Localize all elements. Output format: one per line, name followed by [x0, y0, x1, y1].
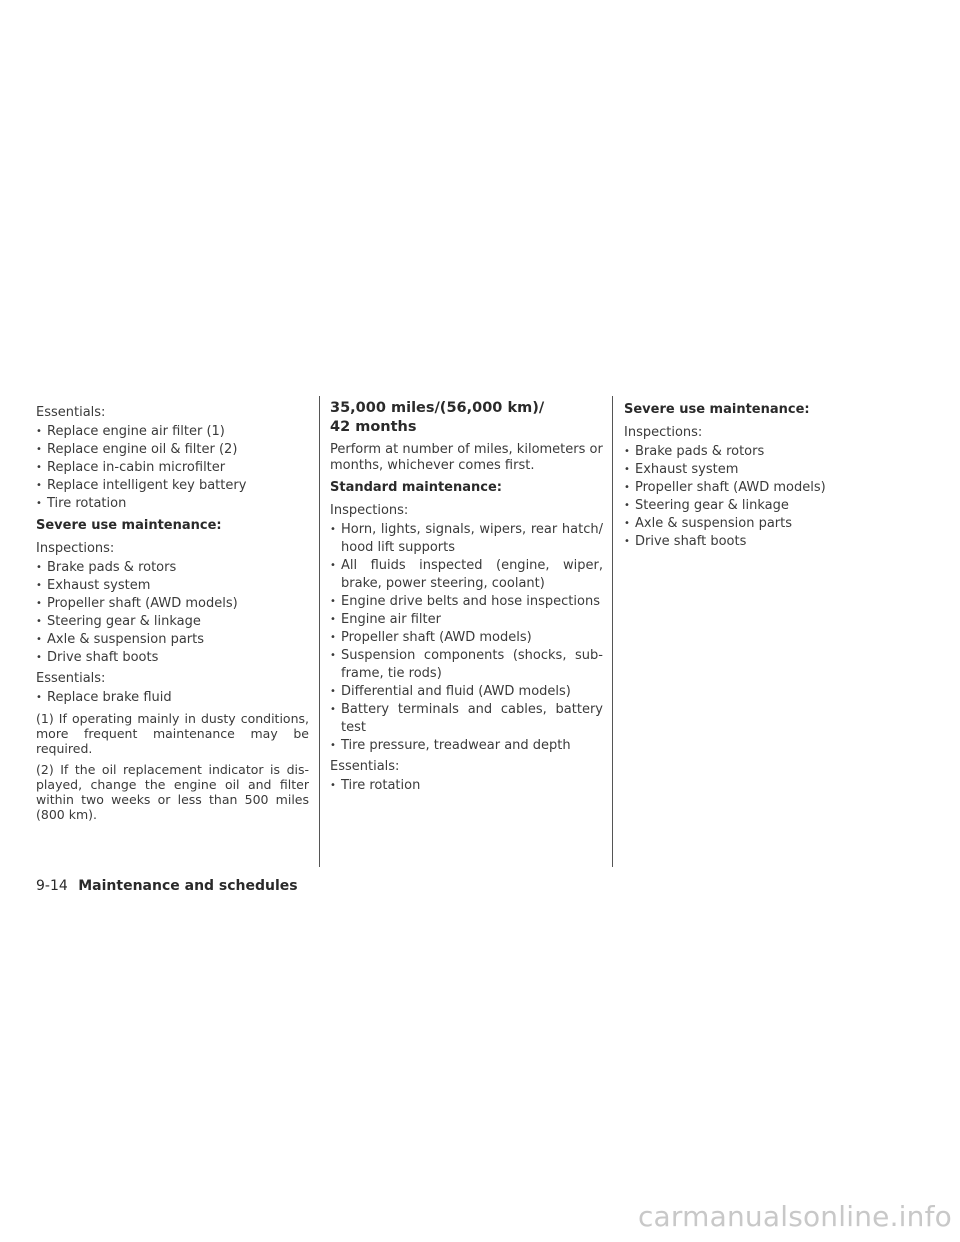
list-item: • Replace brake fluid [36, 689, 309, 707]
essentials-list [36, 423, 309, 513]
list-item: • Brake pads & rotors [36, 559, 309, 577]
list-item: • Tire rotation [330, 777, 603, 795]
column-3 [624, 401, 897, 553]
list-item: • Axle & suspension parts [624, 515, 897, 533]
page-footer [36, 877, 298, 895]
list-item: • Engine drive belts and hose inspections [330, 593, 603, 611]
inspections-list [330, 521, 603, 755]
footnote-1: (1) If operating mainly in dusty conditions, more frequent maintenance may be required. [36, 711, 309, 756]
list-item: • Horn, lights, signals, wipers, rear hatch/ hood lift supports [330, 521, 603, 557]
inspections-label: Inspections: [624, 425, 703, 440]
list-item: • All fluids inspected (engine, wiper, brake, power steering, coolant) [330, 557, 603, 593]
page-number: 9-14 [36, 878, 68, 894]
column-divider-1 [319, 396, 320, 867]
footnote-2: (2) If the oil replacement indicator is dis-played, change the engine oil and filter within two weeks or less than 500 miles (800 km). [36, 762, 309, 822]
inspections-list [624, 443, 897, 551]
column-divider-2 [612, 396, 613, 867]
essentials-label: Essentials: [36, 405, 106, 420]
list-item: • Propeller shaft (AWD models) [624, 479, 897, 497]
section-title-line-1: 35,000 miles/(56,000 km)/ [330, 400, 545, 416]
inspections-label: Inspections: [36, 541, 115, 556]
section-title-line-2: 42 months [330, 419, 417, 435]
standard-maintenance-heading: Standard maintenance: [330, 480, 502, 495]
section-intro: Perform at number of miles, kilometers or months, whichever comes first. [330, 442, 603, 473]
essentials-label: Essentials: [330, 759, 400, 774]
list-item: • Replace engine air filter (1) [36, 423, 309, 441]
inspections-list [36, 559, 309, 667]
list-item: • Replace engine oil & filter (2) [36, 441, 309, 459]
watermark: carmanualsonline.info [637, 1200, 952, 1233]
severe-use-heading: Severe use maintenance: [36, 518, 222, 533]
footer-section-title: Maintenance and schedules [78, 878, 298, 894]
column-1 [36, 401, 309, 828]
list-item: • Replace intelligent key battery [36, 477, 309, 495]
column-2 [330, 401, 603, 797]
essentials-list [330, 777, 603, 795]
list-item: • Exhaust system [624, 461, 897, 479]
section-title [330, 399, 603, 437]
essentials-list [36, 689, 309, 707]
list-item: • Battery terminals and cables, battery test [330, 701, 603, 737]
inspections-label: Inspections: [330, 503, 409, 518]
list-item: • Differential and fluid (AWD models) [330, 683, 603, 701]
list-item: • Tire rotation [36, 495, 309, 513]
severe-use-heading: Severe use maintenance: [624, 402, 810, 417]
list-item: • Brake pads & rotors [624, 443, 897, 461]
list-item: • Steering gear & linkage [36, 613, 309, 631]
list-item: • Drive shaft boots [36, 649, 309, 667]
list-item: • Drive shaft boots [624, 533, 897, 551]
list-item: • Propeller shaft (AWD models) [330, 629, 603, 647]
list-item: • Replace in-cabin microfilter [36, 459, 309, 477]
list-item: • Engine air filter [330, 611, 603, 629]
list-item: • Steering gear & linkage [624, 497, 897, 515]
list-item: • Propeller shaft (AWD models) [36, 595, 309, 613]
list-item: • Suspension components (shocks, sub-frame, tie rods) [330, 647, 603, 683]
list-item: • Tire pressure, treadwear and depth [330, 737, 603, 755]
essentials-label: Essentials: [36, 671, 106, 686]
list-item: • Axle & suspension parts [36, 631, 309, 649]
list-item: • Exhaust system [36, 577, 309, 595]
